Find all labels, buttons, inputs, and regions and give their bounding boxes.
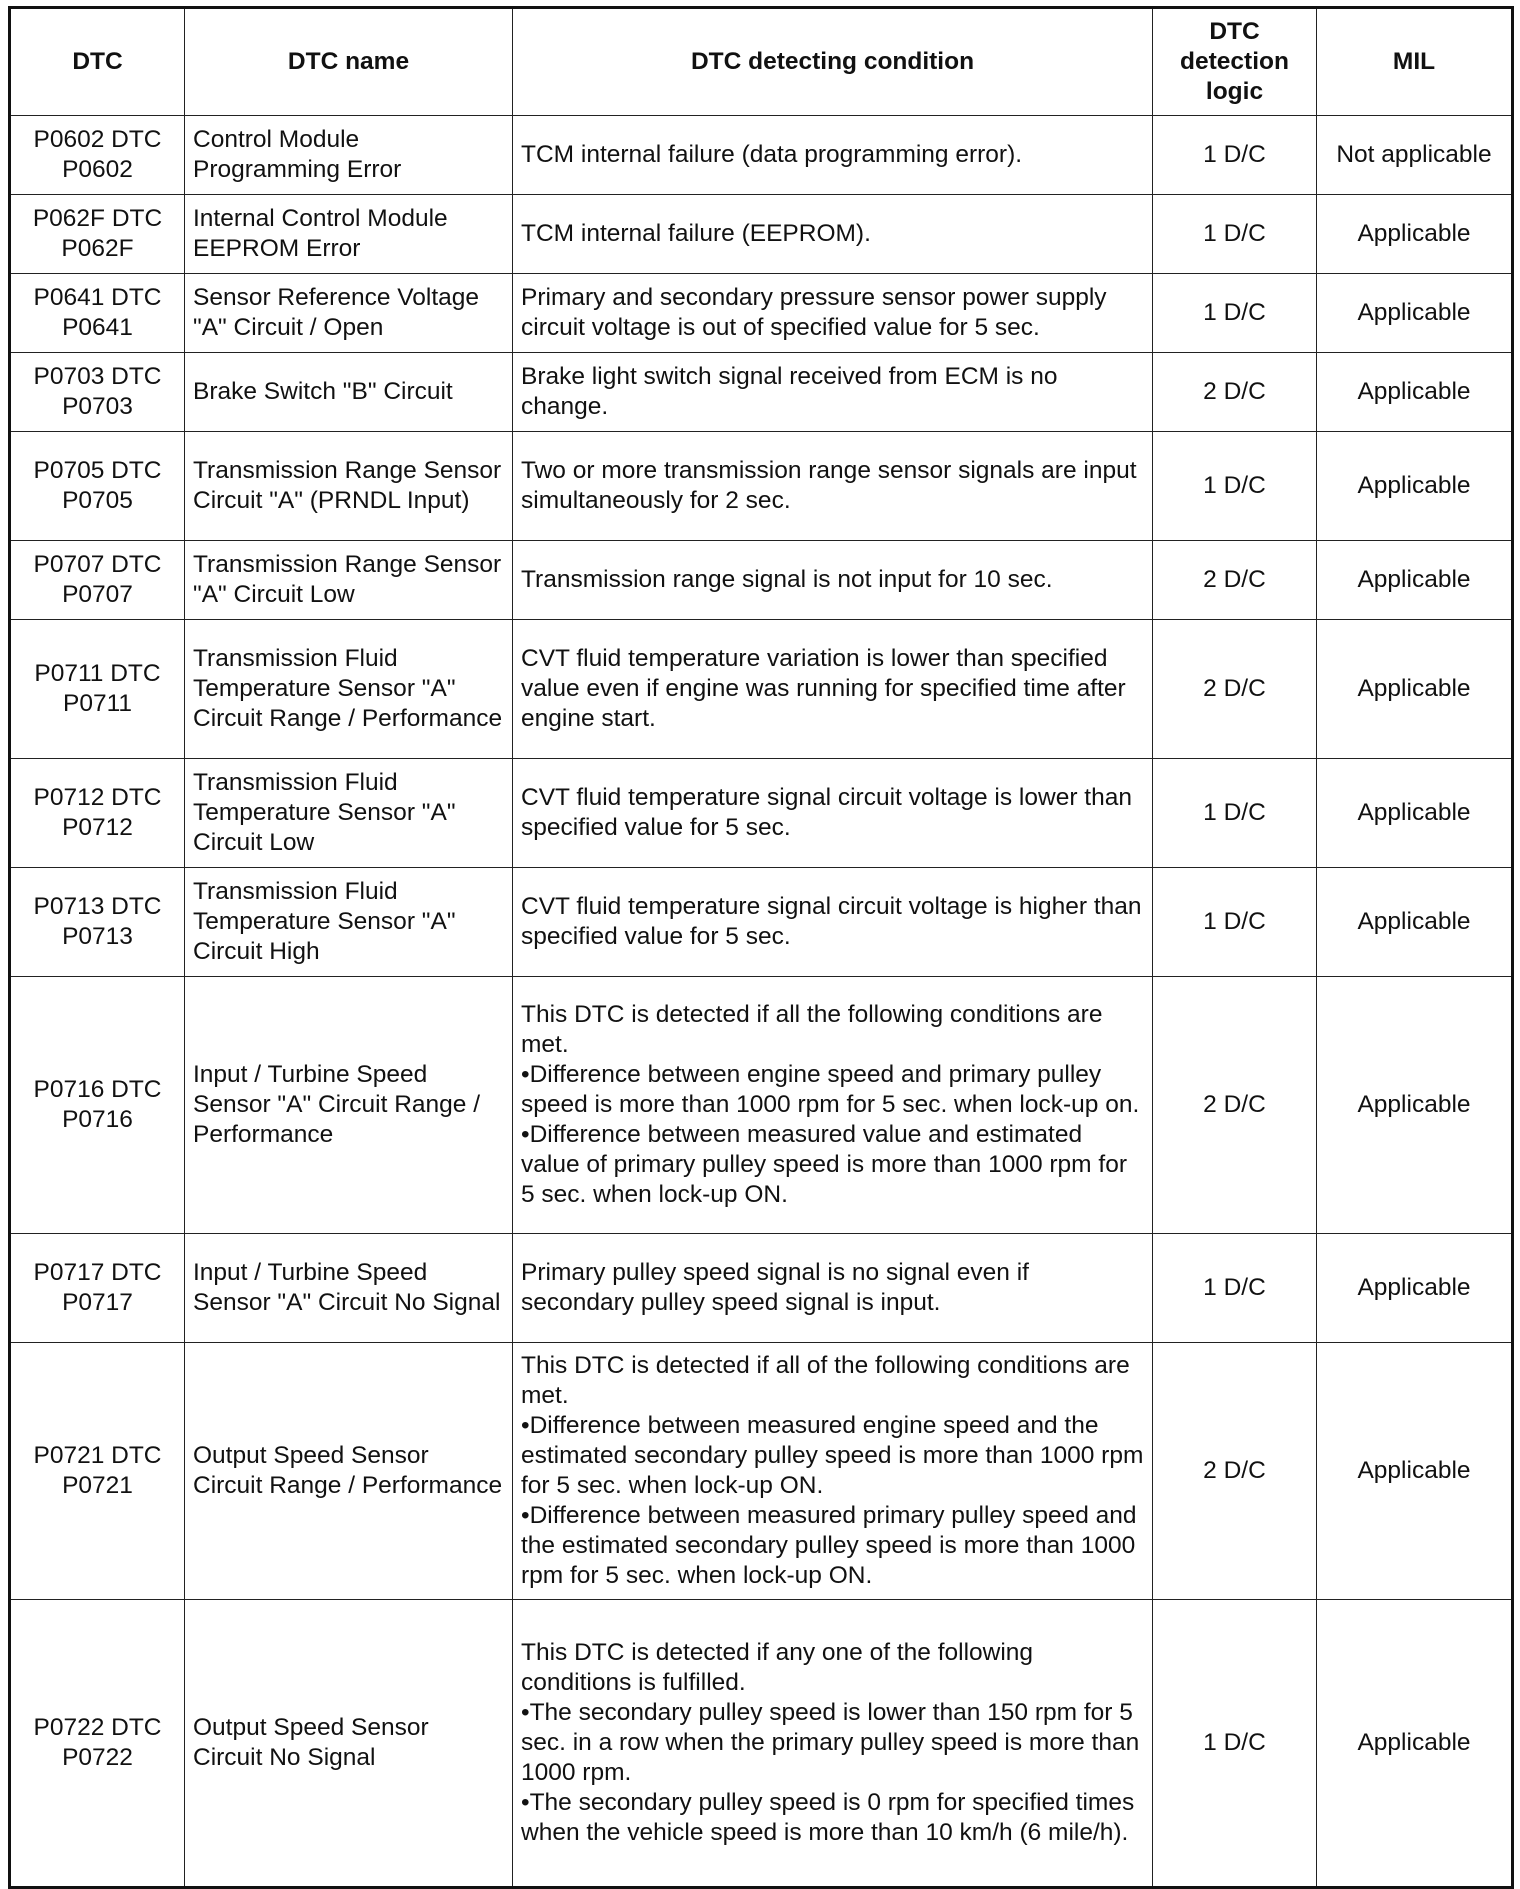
table-row xyxy=(10,353,1513,432)
dtc-mil: Applicable xyxy=(1317,353,1513,432)
dtc-mil: Applicable xyxy=(1317,1234,1513,1343)
dtc-code: P0641 DTC P0641 xyxy=(10,274,185,353)
header-mil: MIL xyxy=(1317,8,1513,116)
dtc-logic: 2 D/C xyxy=(1153,977,1317,1234)
dtc-logic: 1 D/C xyxy=(1153,432,1317,541)
dtc-logic: 1 D/C xyxy=(1153,1600,1317,1888)
header-dtc: DTC xyxy=(10,8,185,116)
header-dtc-name: DTC name xyxy=(185,8,513,116)
dtc-name: Transmission Range Sensor "A" Circuit Low xyxy=(185,541,513,620)
dtc-mil: Applicable xyxy=(1317,1600,1513,1888)
dtc-name: Transmission Fluid Temperature Sensor "A" Circuit Range / Performance xyxy=(185,620,513,759)
dtc-condition: Brake light switch signal received from ECM is no change. xyxy=(513,353,1153,432)
table-header-row xyxy=(10,8,1513,116)
dtc-condition: Two or more transmission range sensor signals are input simultaneously for 2 sec. xyxy=(513,432,1153,541)
dtc-code: P0703 DTC P0703 xyxy=(10,353,185,432)
dtc-condition: TCM internal failure (EEPROM). xyxy=(513,195,1153,274)
dtc-table-container xyxy=(8,6,1514,1889)
dtc-condition: This DTC is detected if all of the following conditions are met. •Difference between measured engine speed and the estimated secondary pulley speed is more than 1000 rpm for 5 sec. when lock-up ON. •Difference between measured primary pulley speed and the estimated secondary pulley speed is more than 1000 rpm for 5 sec. when lock-up ON. xyxy=(513,1343,1153,1600)
dtc-name: Input / Turbine Speed Sensor "A" Circuit Range / Performance xyxy=(185,977,513,1234)
table-row xyxy=(10,620,1513,759)
dtc-name: Transmission Fluid Temperature Sensor "A" Circuit Low xyxy=(185,759,513,868)
dtc-logic: 1 D/C xyxy=(1153,759,1317,868)
table-row xyxy=(10,432,1513,541)
dtc-code: P0602 DTC P0602 xyxy=(10,116,185,195)
dtc-code: P0707 DTC P0707 xyxy=(10,541,185,620)
dtc-condition: This DTC is detected if any one of the following conditions is fulfilled. •The secondary pulley speed is lower than 150 rpm for 5 sec. in a row when the primary pulley speed is more than 1000 rpm. •The secondary pulley speed is 0 rpm for specified times when the vehicle speed is more than 10 km/h (6 mile/h). xyxy=(513,1600,1153,1888)
dtc-mil: Applicable xyxy=(1317,868,1513,977)
dtc-name: Output Speed Sensor Circuit Range / Performance xyxy=(185,1343,513,1600)
table-row xyxy=(10,1600,1513,1888)
dtc-condition: CVT fluid temperature variation is lower than specified value even if engine was running for specified time after engine start. xyxy=(513,620,1153,759)
dtc-code: P0711 DTC P0711 xyxy=(10,620,185,759)
dtc-condition: Primary and secondary pressure sensor power supply circuit voltage is out of specified value for 5 sec. xyxy=(513,274,1153,353)
dtc-mil: Applicable xyxy=(1317,432,1513,541)
header-detecting-condition: DTC detecting condition xyxy=(513,8,1153,116)
table-row xyxy=(10,1343,1513,1600)
header-detection-logic: DTC detection logic xyxy=(1153,8,1317,116)
dtc-mil: Applicable xyxy=(1317,541,1513,620)
dtc-code: P0722 DTC P0722 xyxy=(10,1600,185,1888)
dtc-name: Transmission Fluid Temperature Sensor "A" Circuit High xyxy=(185,868,513,977)
dtc-logic: 2 D/C xyxy=(1153,1343,1317,1600)
dtc-code: P0717 DTC P0717 xyxy=(10,1234,185,1343)
dtc-code: P0721 DTC P0721 xyxy=(10,1343,185,1600)
table-row xyxy=(10,195,1513,274)
dtc-code: P0712 DTC P0712 xyxy=(10,759,185,868)
dtc-code: P062F DTC P062F xyxy=(10,195,185,274)
dtc-code: P0713 DTC P0713 xyxy=(10,868,185,977)
dtc-logic: 2 D/C xyxy=(1153,541,1317,620)
table-row xyxy=(10,116,1513,195)
dtc-mil: Applicable xyxy=(1317,977,1513,1234)
dtc-logic: 2 D/C xyxy=(1153,620,1317,759)
dtc-name: Sensor Reference Voltage "A" Circuit / Open xyxy=(185,274,513,353)
table-row xyxy=(10,759,1513,868)
table-row xyxy=(10,977,1513,1234)
dtc-logic: 1 D/C xyxy=(1153,1234,1317,1343)
dtc-name: Brake Switch "B" Circuit xyxy=(185,353,513,432)
table-row xyxy=(10,274,1513,353)
dtc-mil: Applicable xyxy=(1317,1343,1513,1600)
dtc-name: Control Module Programming Error xyxy=(185,116,513,195)
dtc-mil: Not applicable xyxy=(1317,116,1513,195)
dtc-logic: 1 D/C xyxy=(1153,274,1317,353)
dtc-condition: CVT fluid temperature signal circuit voltage is higher than specified value for 5 sec. xyxy=(513,868,1153,977)
dtc-condition: This DTC is detected if all the following conditions are met. •Difference between engine speed and primary pulley speed is more than 1000 rpm for 5 sec. when lock-up on. •Difference between measured value and estimated value of primary pulley speed is more than 1000 rpm for 5 sec. when lock-up ON. xyxy=(513,977,1153,1234)
dtc-table xyxy=(8,6,1514,1889)
dtc-condition: TCM internal failure (data programming error). xyxy=(513,116,1153,195)
dtc-logic: 1 D/C xyxy=(1153,116,1317,195)
dtc-code: P0705 DTC P0705 xyxy=(10,432,185,541)
dtc-name: Output Speed Sensor Circuit No Signal xyxy=(185,1600,513,1888)
dtc-name: Input / Turbine Speed Sensor "A" Circuit No Signal xyxy=(185,1234,513,1343)
dtc-condition: CVT fluid temperature signal circuit voltage is lower than specified value for 5 sec. xyxy=(513,759,1153,868)
dtc-name: Internal Control Module EEPROM Error xyxy=(185,195,513,274)
dtc-mil: Applicable xyxy=(1317,195,1513,274)
dtc-mil: Applicable xyxy=(1317,620,1513,759)
dtc-mil: Applicable xyxy=(1317,759,1513,868)
table-row xyxy=(10,1234,1513,1343)
dtc-mil: Applicable xyxy=(1317,274,1513,353)
dtc-logic: 1 D/C xyxy=(1153,868,1317,977)
dtc-logic: 2 D/C xyxy=(1153,353,1317,432)
dtc-logic: 1 D/C xyxy=(1153,195,1317,274)
dtc-code: P0716 DTC P0716 xyxy=(10,977,185,1234)
dtc-condition: Transmission range signal is not input for 10 sec. xyxy=(513,541,1153,620)
dtc-name: Transmission Range Sensor Circuit "A" (PRNDL Input) xyxy=(185,432,513,541)
table-row xyxy=(10,541,1513,620)
table-row xyxy=(10,868,1513,977)
dtc-condition: Primary pulley speed signal is no signal even if secondary pulley speed signal is input. xyxy=(513,1234,1153,1343)
